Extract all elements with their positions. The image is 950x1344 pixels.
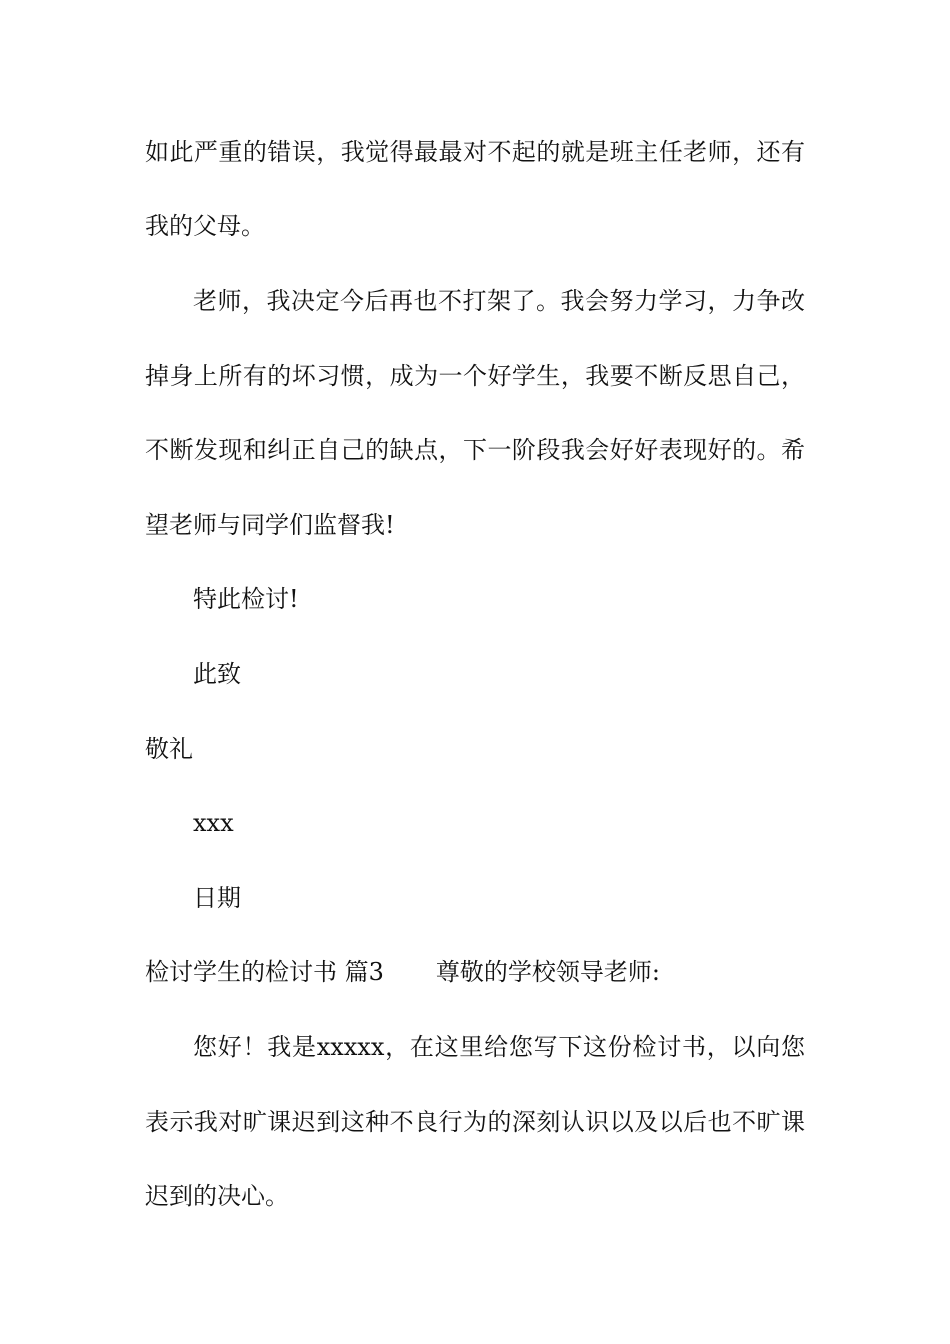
text-line: 敬礼 xyxy=(145,735,193,763)
text-line: 老师，我决定今后再也不打架了。我会努力学习，力争改 xyxy=(193,287,805,315)
text-line: 掉身上所有的坏习惯，成为一个好学生，我要不断反思自己， xyxy=(145,362,805,390)
text-line: 如此严重的错误，我觉得最最对不起的就是班主任老师，还有 xyxy=(145,138,805,166)
text-line: 您好！我是xxxxx，在这里给您写下这份检讨书，以向您 xyxy=(193,1033,805,1061)
text-line: 望老师与同学们监督我! xyxy=(145,511,395,539)
text-line: 表示我对旷课迟到这种不良行为的深刻认识以及以后也不旷课 xyxy=(145,1108,805,1136)
section-heading: 检讨学生的检讨书 篇3 xyxy=(145,958,384,986)
text-line: 我的父母。 xyxy=(145,212,265,240)
text-line: 不断发现和纠正自己的缺点，下一阶段我会好好表现好的。希 xyxy=(145,436,805,464)
section-heading-line xyxy=(145,957,660,987)
text-line: 迟到的决心。 xyxy=(145,1182,289,1210)
signature-name: xxx xyxy=(193,809,234,837)
text-line: 特此检讨! xyxy=(193,585,299,613)
signature-date: 日期 xyxy=(193,884,241,912)
text-line: 此致 xyxy=(193,660,241,688)
salutation: 尊敬的学校领导老师: xyxy=(435,958,660,986)
